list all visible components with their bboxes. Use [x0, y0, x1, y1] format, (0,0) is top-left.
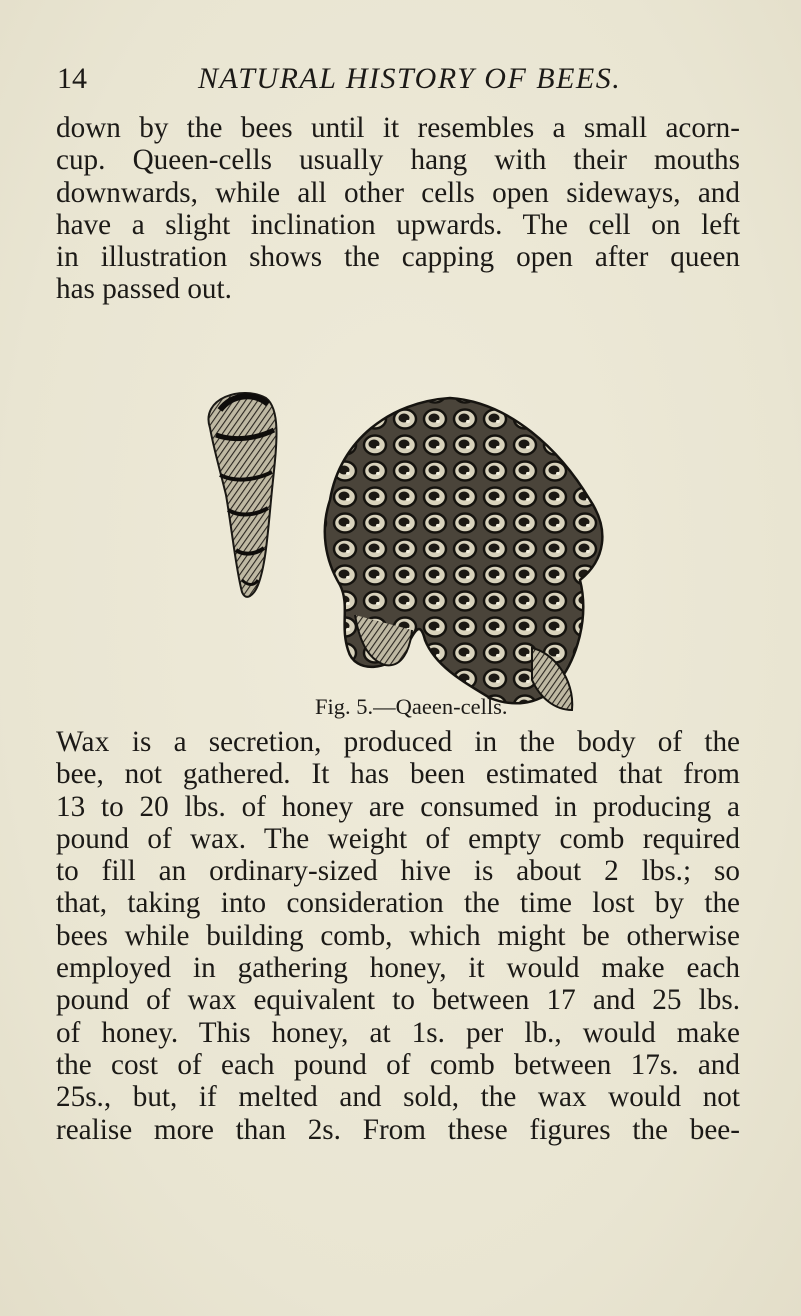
queen-cells-engraving	[180, 380, 620, 720]
single-queen-cell	[208, 393, 276, 597]
text-line: has passed out.	[56, 273, 232, 306]
page-number: 14	[57, 62, 87, 95]
text-line: bees while building comb, which might be otherwise	[56, 919, 740, 952]
text-line: employed in gathering honey, it would make each	[56, 952, 740, 985]
figure-caption: Fig. 5.—Qaeen-cells.	[315, 694, 508, 719]
text-line: pound of wax equivalent to between 17 and 25 lbs.	[56, 984, 740, 1017]
text-line: cup. Queen-cells usually hang with their mouths	[56, 144, 740, 177]
text-line: in illustration shows the capping open after queen	[56, 241, 740, 274]
text-line: bee, not gathered. It has been estimated that from	[56, 758, 740, 791]
text-line: 13 to 20 lbs. of honey are consumed in producing a	[56, 790, 740, 823]
comb-with-queen-cells	[325, 398, 603, 710]
text-line: that, taking into consideration the time lost by the	[56, 887, 740, 920]
text-line: 25s., but, if melted and sold, the wax would not	[56, 1081, 740, 1114]
text-line: the cost of each pound of comb between 17s. and	[56, 1048, 740, 1081]
text-line: of honey. This honey, at 1s. per lb., would make	[56, 1016, 740, 1049]
text-line: have a slight inclination upwards. The cell on left	[56, 208, 740, 241]
lead-word: Wax	[56, 726, 110, 758]
text-line: down by the bees until it resembles a small acorn-	[56, 112, 740, 144]
text-line: realise more than 2s. From these figures the bee-	[56, 1113, 740, 1146]
text-line: downwards, while all other cells open sideways, and	[56, 176, 740, 209]
text-line: to fill an ordinary-sized hive is about 2 lbs.; so	[56, 855, 740, 888]
paragraph-queen-cells	[56, 112, 740, 306]
queen-cells-illustration	[180, 380, 620, 720]
paragraph-wax	[56, 726, 740, 1146]
text-fragment: is a secretion, produced in the body of the	[109, 726, 740, 758]
text-line	[56, 726, 740, 758]
text-line: pound of wax. The weight of empty comb required	[56, 822, 740, 855]
running-head: NATURAL HISTORY OF BEES.	[198, 62, 622, 95]
